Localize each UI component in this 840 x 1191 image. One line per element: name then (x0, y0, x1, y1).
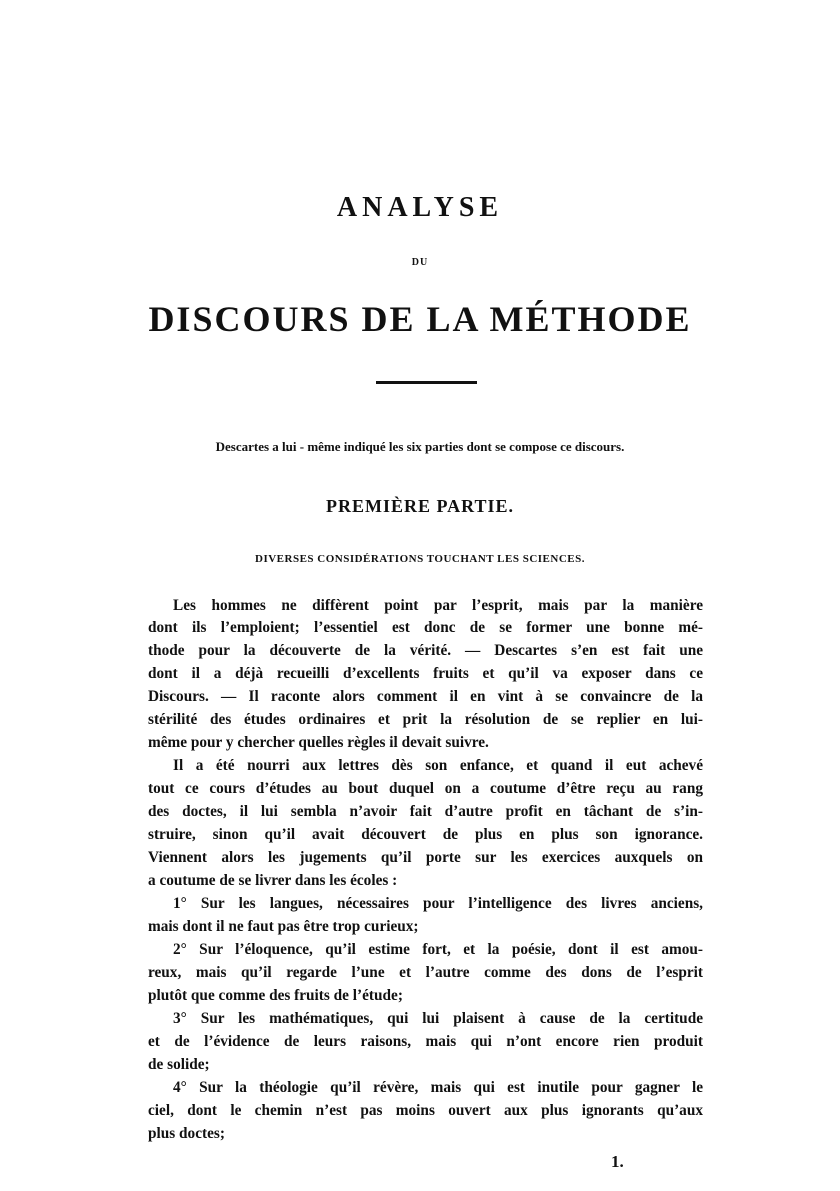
body-line: mais dont il ne faut pas être trop curieux; (148, 918, 419, 935)
page-subtitle: DISCOURS DE LA MÉTHODE (148, 299, 692, 339)
title-divider (376, 381, 477, 384)
body-line: thode pour la découverte de la vérité. — Descartes s’en est fait une (148, 642, 703, 659)
page-number: 1. (611, 1152, 624, 1171)
body-line: stérilité des études ordinaires et prit la résolution de se replier en lui- (148, 711, 703, 728)
body-line: reux, mais qu’il regarde l’une et l’autre comme des dons de l’esprit (148, 964, 703, 981)
body-line: a coutume de se livrer dans les écoles : (148, 872, 398, 889)
body-line: dont ils l’emploient; l’essentiel est donc de se former une bonne mé- (148, 619, 703, 636)
body-line: struire, sinon qu’il avait découvert de plus en plus son ignorance. (148, 826, 703, 843)
body-line: des doctes, il lui sembla n’avoir fait d’autre profit en tâchant de s’in- (148, 803, 703, 820)
intro-note: Descartes a lui - même indiqué les six parties dont se compose ce discours. (215, 439, 625, 454)
body-line: 1° Sur les langues, nécessaires pour l’intelligence des livres anciens, (173, 895, 703, 912)
body-line: 4° Sur la théologie qu’il révère, mais qui est inutile pour gagner le (173, 1079, 703, 1096)
body-line: Viennent alors les jugements qu’il porte sur les exercices auxquels on (148, 849, 703, 866)
part-heading: PREMIÈRE PARTIE. (325, 496, 515, 516)
body-line: Il a été nourri aux lettres dès son enfance, et quand il eut achevé (173, 757, 703, 774)
body-line: 2° Sur l’éloquence, qu’il estime fort, et la poésie, dont il est amou- (173, 941, 703, 958)
title-connector: DU (411, 257, 429, 268)
body-line: de solide; (148, 1056, 210, 1073)
body-line: Discours. — Il raconte alors comment il en vint à se convaincre de la (148, 688, 703, 705)
body-line: et de l’évidence de leurs raisons, mais qui n’ont encore rien produit (148, 1033, 703, 1050)
body-line: ciel, dont le chemin n’est pas moins ouvert aux plus ignorants qu’aux (148, 1102, 703, 1119)
body-line: même pour y chercher quelles règles il devait suivre. (148, 734, 489, 751)
body-line: Les hommes ne diffèrent point par l’esprit, mais par la manière (173, 597, 703, 614)
body-line: plus doctes; (148, 1125, 225, 1142)
body-line: tout ce cours d’études au bout duquel on a coutume d’être reçu au rang (148, 780, 703, 797)
body-line: 3° Sur les mathématiques, qui lui plaisent à cause de la certitude (173, 1010, 703, 1027)
body-line: plutôt que comme des fruits de l’étude; (148, 987, 403, 1004)
page-title: ANALYSE (336, 192, 504, 223)
part-subheading: DIVERSES CONSIDÉRATIONS TOUCHANT LES SCIENCES. (255, 553, 585, 565)
body-line: dont il a déjà recueilli d’excellents fruits et qu’il va exposer dans ce (148, 665, 703, 682)
